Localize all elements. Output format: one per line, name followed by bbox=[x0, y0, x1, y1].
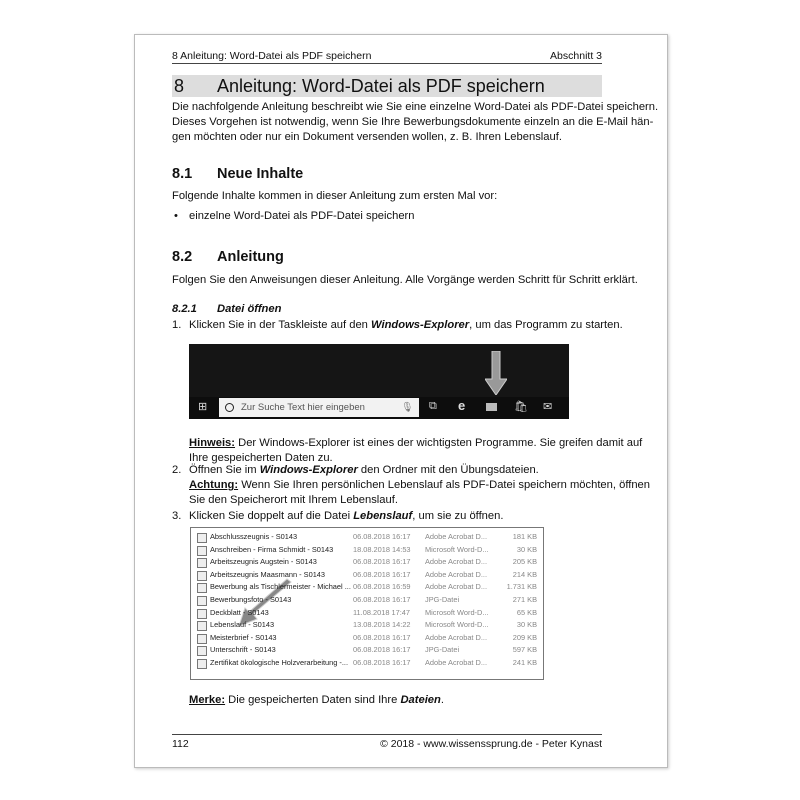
step-text-part: Öffnen Sie im bbox=[189, 464, 260, 476]
file-icon bbox=[197, 609, 207, 619]
file-type: JPG-Datei bbox=[425, 595, 460, 604]
achtung-text: Wenn Sie Ihren persönlichen Lebenslauf als PDF-Datei speichern möchten, öffnen bbox=[238, 479, 650, 491]
bullet-item: einzelne Word-Datei als PDF-Datei speichern bbox=[189, 210, 415, 222]
subsection-title: Datei öffnen bbox=[217, 303, 282, 315]
section-title: Anleitung bbox=[217, 249, 284, 265]
merke-note bbox=[189, 694, 444, 706]
file-type: Adobe Acrobat D... bbox=[425, 658, 488, 667]
step-text-part: , um das Programm zu starten. bbox=[469, 319, 623, 331]
merke-text: . bbox=[440, 694, 444, 706]
taskbar bbox=[189, 397, 569, 419]
file-type: Adobe Acrobat D... bbox=[425, 557, 488, 567]
chapter-number: 8 bbox=[174, 76, 185, 96]
file-size: 205 KB bbox=[512, 557, 537, 567]
section-number: 8.1 bbox=[172, 166, 193, 182]
file-row[interactable] bbox=[191, 582, 543, 595]
file-name: Anschreiben - Firma Schmidt - S0143 bbox=[210, 544, 334, 554]
hinweis-note-cont: Ihre gespeicherten Daten zu. bbox=[189, 452, 333, 464]
file-name: Bewerbung als Tischlermeister - Michael ... bbox=[210, 582, 351, 592]
file-list-screenshot bbox=[190, 527, 544, 680]
file-size: 1.731 KB bbox=[506, 582, 537, 592]
file-icon bbox=[197, 558, 207, 568]
header-title: 8 Anleitung: Word-Datei als PDF speichern bbox=[172, 50, 372, 62]
section-number: 8.2 bbox=[172, 249, 193, 265]
file-size: 271 KB bbox=[512, 595, 537, 604]
subsection-number: 8.2.1 bbox=[172, 303, 197, 315]
file-size: 241 KB bbox=[512, 658, 537, 667]
merke-label: Merke: bbox=[189, 694, 226, 706]
achtung-note-cont: Sie den Speicherort mit Ihrem Lebenslauf. bbox=[189, 494, 398, 506]
intro-line: Dieses Vorgehen ist notwendig, wenn Sie Ihre Bewerbungsdokumente einzeln an die E-Mail hän- bbox=[172, 116, 654, 128]
task-view-icon[interactable]: ⧉ bbox=[429, 400, 437, 412]
file-icon bbox=[197, 659, 207, 669]
achtung-note bbox=[189, 479, 650, 491]
file-date: 13.08.2018 14:22 bbox=[353, 620, 411, 630]
page-number: 112 bbox=[172, 738, 189, 750]
file-row[interactable] bbox=[191, 645, 543, 658]
step-text-part: , um sie zu öffnen. bbox=[412, 510, 504, 522]
step-text-part: Klicken Sie in der Taskleiste auf den bbox=[189, 319, 372, 331]
file-name: Lebenslauf - S0143 bbox=[210, 620, 275, 630]
running-header bbox=[172, 50, 602, 64]
file-type: Adobe Acrobat D... bbox=[425, 569, 488, 579]
file-date: 18.08.2018 14:53 bbox=[353, 544, 411, 554]
store-icon[interactable]: 🛍︎ bbox=[514, 401, 528, 413]
file-date: 06.08.2018 16:17 bbox=[353, 557, 411, 567]
header-section: Abschnitt 3 bbox=[550, 50, 602, 62]
step-text-part: den Ordner mit den Übungsdateien. bbox=[357, 464, 539, 476]
file-size: 209 KB bbox=[512, 632, 537, 642]
file-date: 06.08.2018 16:17 bbox=[353, 532, 411, 541]
file-date: 06.08.2018 16:17 bbox=[353, 569, 411, 579]
file-icon bbox=[197, 646, 207, 656]
step-emphasis: Lebenslauf bbox=[353, 510, 413, 522]
file-name: Bewerbungsfoto - S0143 bbox=[210, 595, 292, 604]
microphone-icon[interactable]: 🎙︎ bbox=[400, 402, 413, 413]
hinweis-text: Der Windows-Explorer ist eines der wichtigsten Programme. Sie greifen damit auf bbox=[235, 437, 643, 449]
hinweis-label: Hinweis: bbox=[189, 437, 236, 449]
intro-line: Die nachfolgende Anleitung beschreibt wie Sie eine einzelne Word-Datei als PDF-Datei speichern. bbox=[172, 101, 659, 113]
merke-emphasis: Dateien bbox=[400, 694, 441, 706]
file-row[interactable] bbox=[191, 658, 543, 671]
file-type: Microsoft Word-D... bbox=[425, 607, 489, 617]
section-title: Neue Inhalte bbox=[217, 166, 304, 182]
file-row[interactable] bbox=[191, 608, 543, 621]
file-name: Zertifikat ökologische Holzverarbeitung -... bbox=[210, 658, 349, 667]
file-icon bbox=[197, 546, 207, 556]
paragraph: Folgen Sie den Anweisungen dieser Anleitung. Alle Vorgänge werden Schritt für Schritt erklärt. bbox=[172, 274, 638, 286]
file-type: JPG-Datei bbox=[425, 645, 460, 655]
file-row[interactable] bbox=[191, 557, 543, 570]
file-name: Arbeitszeugnis Maasmann - S0143 bbox=[210, 569, 326, 579]
step-text bbox=[189, 464, 539, 476]
achtung-label: Achtung: bbox=[189, 479, 239, 491]
file-date: 06.08.2018 16:17 bbox=[353, 645, 411, 655]
file-name: Meisterbrief - S0143 bbox=[210, 632, 277, 642]
file-date: 06.08.2018 16:17 bbox=[353, 632, 411, 642]
search-box[interactable] bbox=[219, 398, 419, 417]
file-size: 214 KB bbox=[512, 569, 537, 579]
chapter-title: Anleitung: Word-Datei als PDF speichern bbox=[217, 76, 545, 96]
file-type: Adobe Acrobat D... bbox=[425, 532, 488, 541]
file-date: 06.08.2018 16:59 bbox=[353, 582, 411, 592]
file-icon bbox=[197, 583, 207, 593]
file-row[interactable] bbox=[191, 620, 543, 633]
step-emphasis: Windows-Explorer bbox=[371, 319, 470, 331]
file-type: Adobe Acrobat D... bbox=[425, 632, 488, 642]
step-emphasis: Windows-Explorer bbox=[259, 464, 358, 476]
file-icon bbox=[197, 533, 207, 543]
file-date: 11.08.2018 17:47 bbox=[353, 607, 410, 617]
file-icon bbox=[197, 634, 207, 644]
file-name: Abschlusszeugnis - S0143 bbox=[210, 532, 298, 541]
file-icon bbox=[197, 621, 207, 631]
file-icon bbox=[197, 571, 207, 581]
footer-copyright: © 2018 - www.wissenssprung.de - Peter Kynast bbox=[380, 738, 602, 750]
step-number: 3. bbox=[172, 510, 182, 522]
file-type: Adobe Acrobat D... bbox=[425, 582, 488, 592]
file-name: Deckblatt - S0143 bbox=[210, 607, 269, 617]
file-row[interactable] bbox=[191, 570, 543, 583]
paragraph: Folgende Inhalte kommen in dieser Anleitung zum ersten Mal vor: bbox=[172, 190, 498, 202]
file-type: Microsoft Word-D... bbox=[425, 544, 489, 554]
mail-icon[interactable]: ✉ bbox=[543, 401, 553, 413]
merke-text: Die gespeicherten Daten sind Ihre bbox=[225, 694, 401, 706]
file-row[interactable] bbox=[191, 545, 543, 558]
intro-line: gen möchten oder nur ein Dokument versenden wollen, z. B. Ihren Lebenslauf. bbox=[172, 131, 562, 143]
step-text bbox=[189, 510, 503, 522]
step-text bbox=[189, 319, 623, 331]
windows-start-icon[interactable]: ⊞ bbox=[198, 401, 208, 413]
file-name: Unterschrift - S0143 bbox=[210, 645, 276, 655]
file-date: 06.08.2018 16:17 bbox=[353, 658, 411, 667]
file-name: Arbeitszeugnis Augstein - S0143 bbox=[210, 557, 317, 567]
file-row[interactable] bbox=[191, 595, 543, 608]
step-number: 1. bbox=[172, 319, 182, 331]
edge-icon[interactable]: e bbox=[458, 398, 466, 413]
search-placeholder: Zur Suche Text hier eingeben bbox=[241, 402, 365, 413]
file-date: 06.08.2018 16:17 bbox=[353, 595, 411, 604]
arrow-down-icon bbox=[485, 351, 507, 395]
taskbar-screenshot bbox=[189, 344, 569, 419]
file-size: 30 KB bbox=[516, 620, 537, 630]
file-size: 597 KB bbox=[512, 645, 537, 655]
file-icon bbox=[197, 596, 207, 606]
step-text-part: Klicken Sie doppelt auf die Datei bbox=[189, 510, 354, 522]
hinweis-note bbox=[189, 437, 642, 449]
footer-rule bbox=[172, 734, 602, 735]
file-size: 30 KB bbox=[516, 544, 537, 554]
file-row[interactable] bbox=[191, 532, 543, 545]
file-size: 65 KB bbox=[516, 607, 537, 617]
file-row[interactable] bbox=[191, 633, 543, 646]
cortana-icon bbox=[225, 403, 234, 412]
bullet-icon: • bbox=[174, 210, 178, 222]
file-explorer-icon[interactable] bbox=[486, 403, 497, 411]
step-number: 2. bbox=[172, 464, 182, 476]
file-type: Microsoft Word-D... bbox=[425, 620, 489, 630]
chapter-heading bbox=[172, 75, 602, 97]
file-size: 181 KB bbox=[512, 532, 537, 541]
